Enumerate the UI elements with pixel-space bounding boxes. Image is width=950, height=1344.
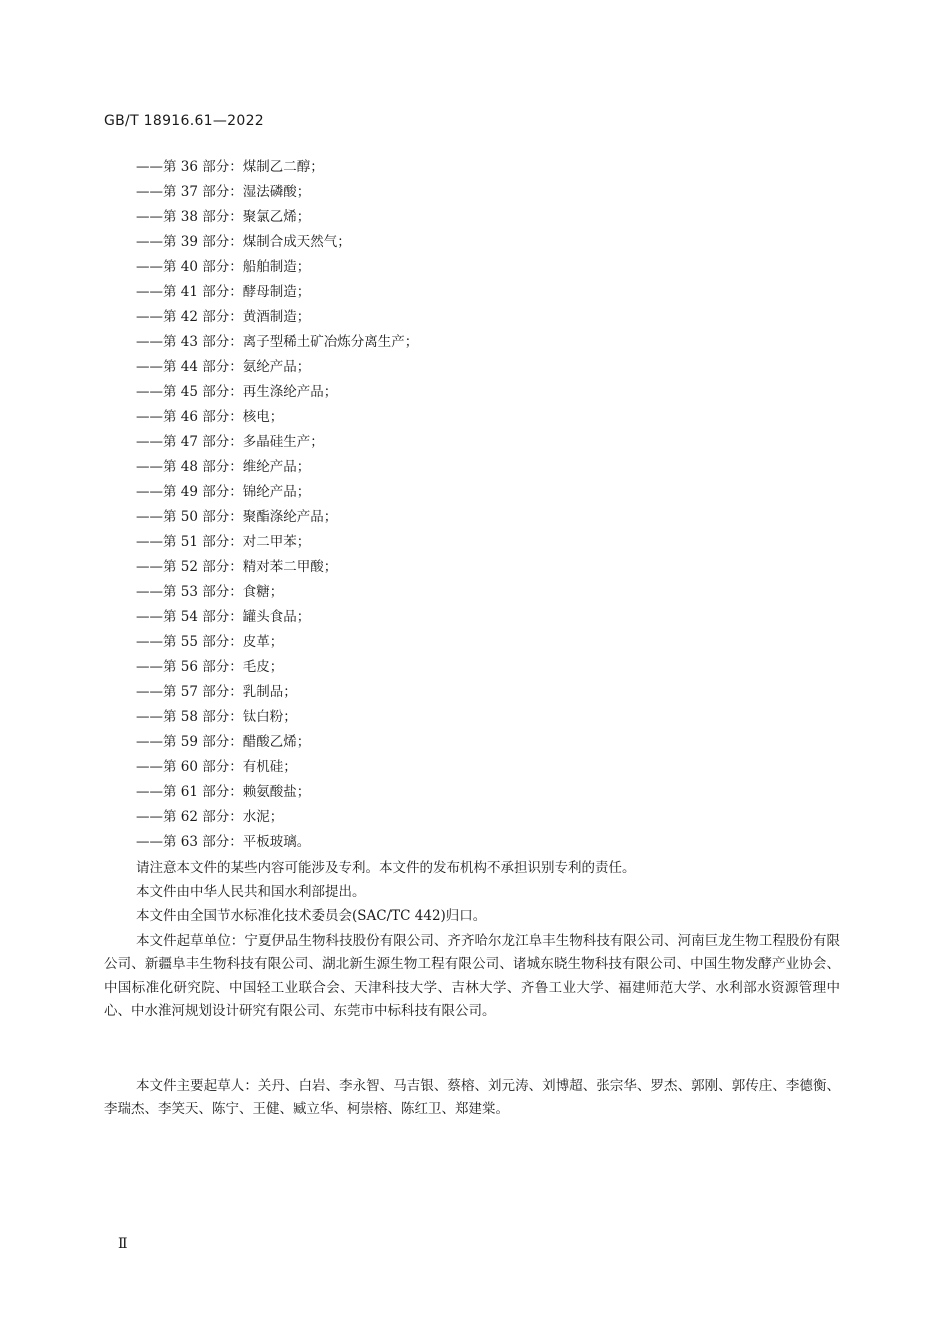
list-item: ——第 37 部分：湿法磷酸； [136, 184, 311, 200]
drafting-units: 本文件起草单位：宁夏伊品生物科技股份有限公司、齐齐哈尔龙江阜丰生物科技有限公司、河南巨龙生物工程股份有限公司、新疆阜丰生物科技有限公司、湖北新生源生物工程有限公司、诸城东晓生物科技有限公司、中国生物发酵产业协会、中国标准化研究院、中国轻工业联合会、天津科技大学、吉林大学、齐鲁工业大学、福建师范大学、水利部水资源管理中心、中水淮河规划设计研究有限公司、东莞市中标科技有限公司。 [104, 933, 840, 1020]
list-item: ——第 55 部分：皮革； [136, 634, 284, 650]
list-item: ——第 39 部分：煤制合成天然气； [136, 234, 351, 250]
list-item: ——第 40 部分：船舶制造； [136, 259, 311, 275]
list-item: ——第 46 部分：核电； [136, 409, 284, 425]
proposer-statement: 本文件由中华人民共和国水利部提出。 [136, 884, 366, 900]
list-item: ——第 43 部分：离子型稀土矿冶炼分离生产； [136, 334, 419, 350]
list-item: ——第 49 部分：锦纶产品； [136, 484, 311, 500]
list-item: ——第 38 部分：聚氯乙烯； [136, 209, 311, 225]
list-item: ——第 50 部分：聚酯涤纶产品； [136, 509, 338, 525]
list-item: ——第 59 部分：醋酸乙烯； [136, 734, 311, 750]
list-item: ——第 54 部分：罐头食品； [136, 609, 311, 625]
list-item: ——第 51 部分：对二甲苯； [136, 534, 311, 550]
document-code: GB/T 18916.61—2022 [104, 113, 265, 129]
list-item: ——第 52 部分：精对苯二甲酸； [136, 559, 338, 575]
list-item: ——第 45 部分：再生涤纶产品； [136, 384, 338, 400]
list-item: ——第 48 部分：维纶产品； [136, 459, 311, 475]
list-item: ——第 62 部分：水泥； [136, 809, 284, 825]
list-item: ——第 53 部分：食糖； [136, 584, 284, 600]
list-item: ——第 42 部分：黄酒制造； [136, 309, 311, 325]
list-item: ——第 41 部分：酵母制造； [136, 284, 311, 300]
drafters: 本文件主要起草人：关丹、白岩、李永智、马吉银、蔡榕、刘元涛、刘博超、张宗华、罗杰、郭刚、郭传庄、李德衡、李瑞杰、李笑天、陈宁、王健、臧立华、柯崇榕、陈红卫、郑建棠。 [104, 1078, 840, 1118]
list-item: ——第 56 部分：毛皮； [136, 659, 284, 675]
parts-list [136, 155, 418, 855]
list-item: ——第 57 部分：乳制品； [136, 684, 297, 700]
list-item: ——第 36 部分：煤制乙二醇； [136, 159, 324, 175]
page-number: Ⅱ [118, 1236, 128, 1252]
centralized-statement: 本文件由全国节水标准化技术委员会(SAC/TC 442)归口。 [136, 908, 487, 924]
list-item: ——第 60 部分：有机硅； [136, 759, 297, 775]
list-item: ——第 47 部分：多晶硅生产； [136, 434, 324, 450]
list-item: ——第 61 部分：赖氨酸盐； [136, 784, 311, 800]
list-item: ——第 44 部分：氨纶产品； [136, 359, 311, 375]
list-item: ——第 58 部分：钛白粉； [136, 709, 297, 725]
list-item: ——第 63 部分：平板玻璃。 [136, 834, 311, 850]
patent-notice: 请注意本文件的某些内容可能涉及专利。本文件的发布机构不承担识别专利的责任。 [136, 860, 636, 876]
